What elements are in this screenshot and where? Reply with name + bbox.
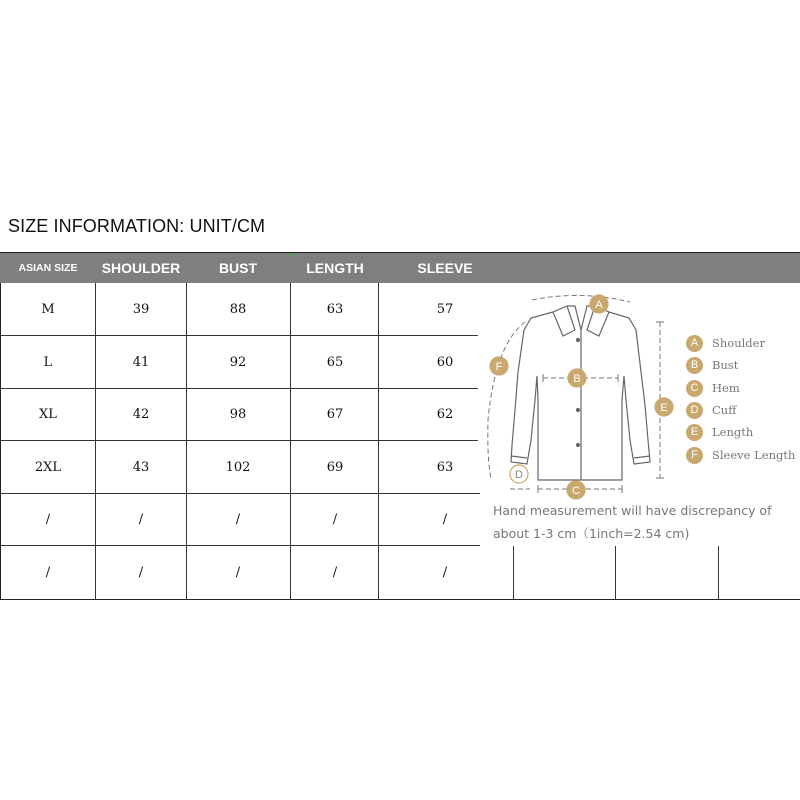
- measurement-note-line1: Hand measurement will have discrepancy of: [493, 503, 772, 518]
- header-sleeve: SLEEVE: [417, 260, 473, 276]
- legend-label: Bust: [712, 358, 739, 372]
- marker-c: [567, 481, 585, 499]
- table-cell: 92: [229, 355, 247, 370]
- legend-marker: D: [686, 402, 703, 419]
- table-cell: /: [138, 565, 144, 580]
- marker-e: [655, 398, 673, 416]
- shoulder-line: [532, 295, 630, 302]
- header-asian-size: ASIAN SIZE: [18, 262, 78, 274]
- table-cell: 88: [229, 302, 247, 317]
- legend-marker: E: [686, 424, 703, 441]
- shirt-collar: [553, 306, 575, 336]
- table-cell: 41: [132, 355, 150, 370]
- table-cell: 63: [326, 302, 344, 317]
- legend-label: Shoulder: [712, 336, 765, 350]
- table-cell: 98: [229, 407, 247, 422]
- marker-a: [590, 295, 608, 313]
- table-cell: 69: [326, 460, 344, 475]
- table-cell: 102: [225, 460, 251, 475]
- table-cell: M: [41, 302, 55, 317]
- legend-label: Hem: [712, 381, 740, 395]
- table-cell: 39: [132, 302, 150, 317]
- marker-f: [490, 357, 508, 375]
- marker-b: [568, 369, 586, 387]
- table-cell: /: [332, 512, 338, 527]
- table-cell: /: [45, 565, 51, 580]
- legend-label: Cuff: [712, 403, 737, 417]
- svg-text:E: E: [660, 402, 668, 414]
- table-cell: 2XL: [34, 460, 62, 475]
- table-cell: 63: [436, 460, 454, 475]
- table-cell: 60: [436, 355, 454, 370]
- legend-label: Length: [712, 425, 754, 439]
- table-cell: L: [43, 355, 53, 370]
- table-cell: /: [235, 512, 241, 527]
- legend-marker: F: [686, 447, 703, 464]
- table-cell: XL: [39, 407, 57, 422]
- table-cell: /: [45, 512, 51, 527]
- header-length: LENGTH: [306, 260, 364, 276]
- header-bust: BUST: [218, 260, 258, 276]
- table-cell: 43: [132, 460, 150, 475]
- svg-text:F: F: [495, 361, 503, 373]
- table-cell: 62: [436, 407, 454, 422]
- table-cell: /: [442, 512, 448, 527]
- svg-text:B: B: [573, 373, 581, 385]
- table-cell: /: [138, 512, 144, 527]
- legend-label: Sleeve Length: [712, 448, 796, 462]
- legend-marker: B: [686, 357, 703, 374]
- marker-d: [510, 465, 528, 483]
- size-info-title: SIZE INFORMATION: UNIT/CM: [8, 216, 266, 236]
- table-cell: /: [332, 565, 338, 580]
- sleeve-line: [488, 322, 525, 478]
- svg-text:A: A: [595, 299, 603, 311]
- header-shoulder: SHOULDER: [101, 260, 181, 276]
- legend-marker: A: [686, 335, 703, 352]
- measurement-note-line2: about 1-3 cm（1inch=2.54 cm): [493, 526, 690, 541]
- table-cell: /: [442, 565, 448, 580]
- table-cell: /: [235, 565, 241, 580]
- table-cell: 42: [132, 407, 150, 422]
- svg-text:C: C: [572, 485, 580, 497]
- table-cell: 67: [326, 407, 344, 422]
- table-cell: 57: [436, 302, 454, 317]
- table-cell: 65: [326, 355, 344, 370]
- legend-marker: C: [686, 380, 703, 397]
- svg-text:D: D: [515, 469, 523, 481]
